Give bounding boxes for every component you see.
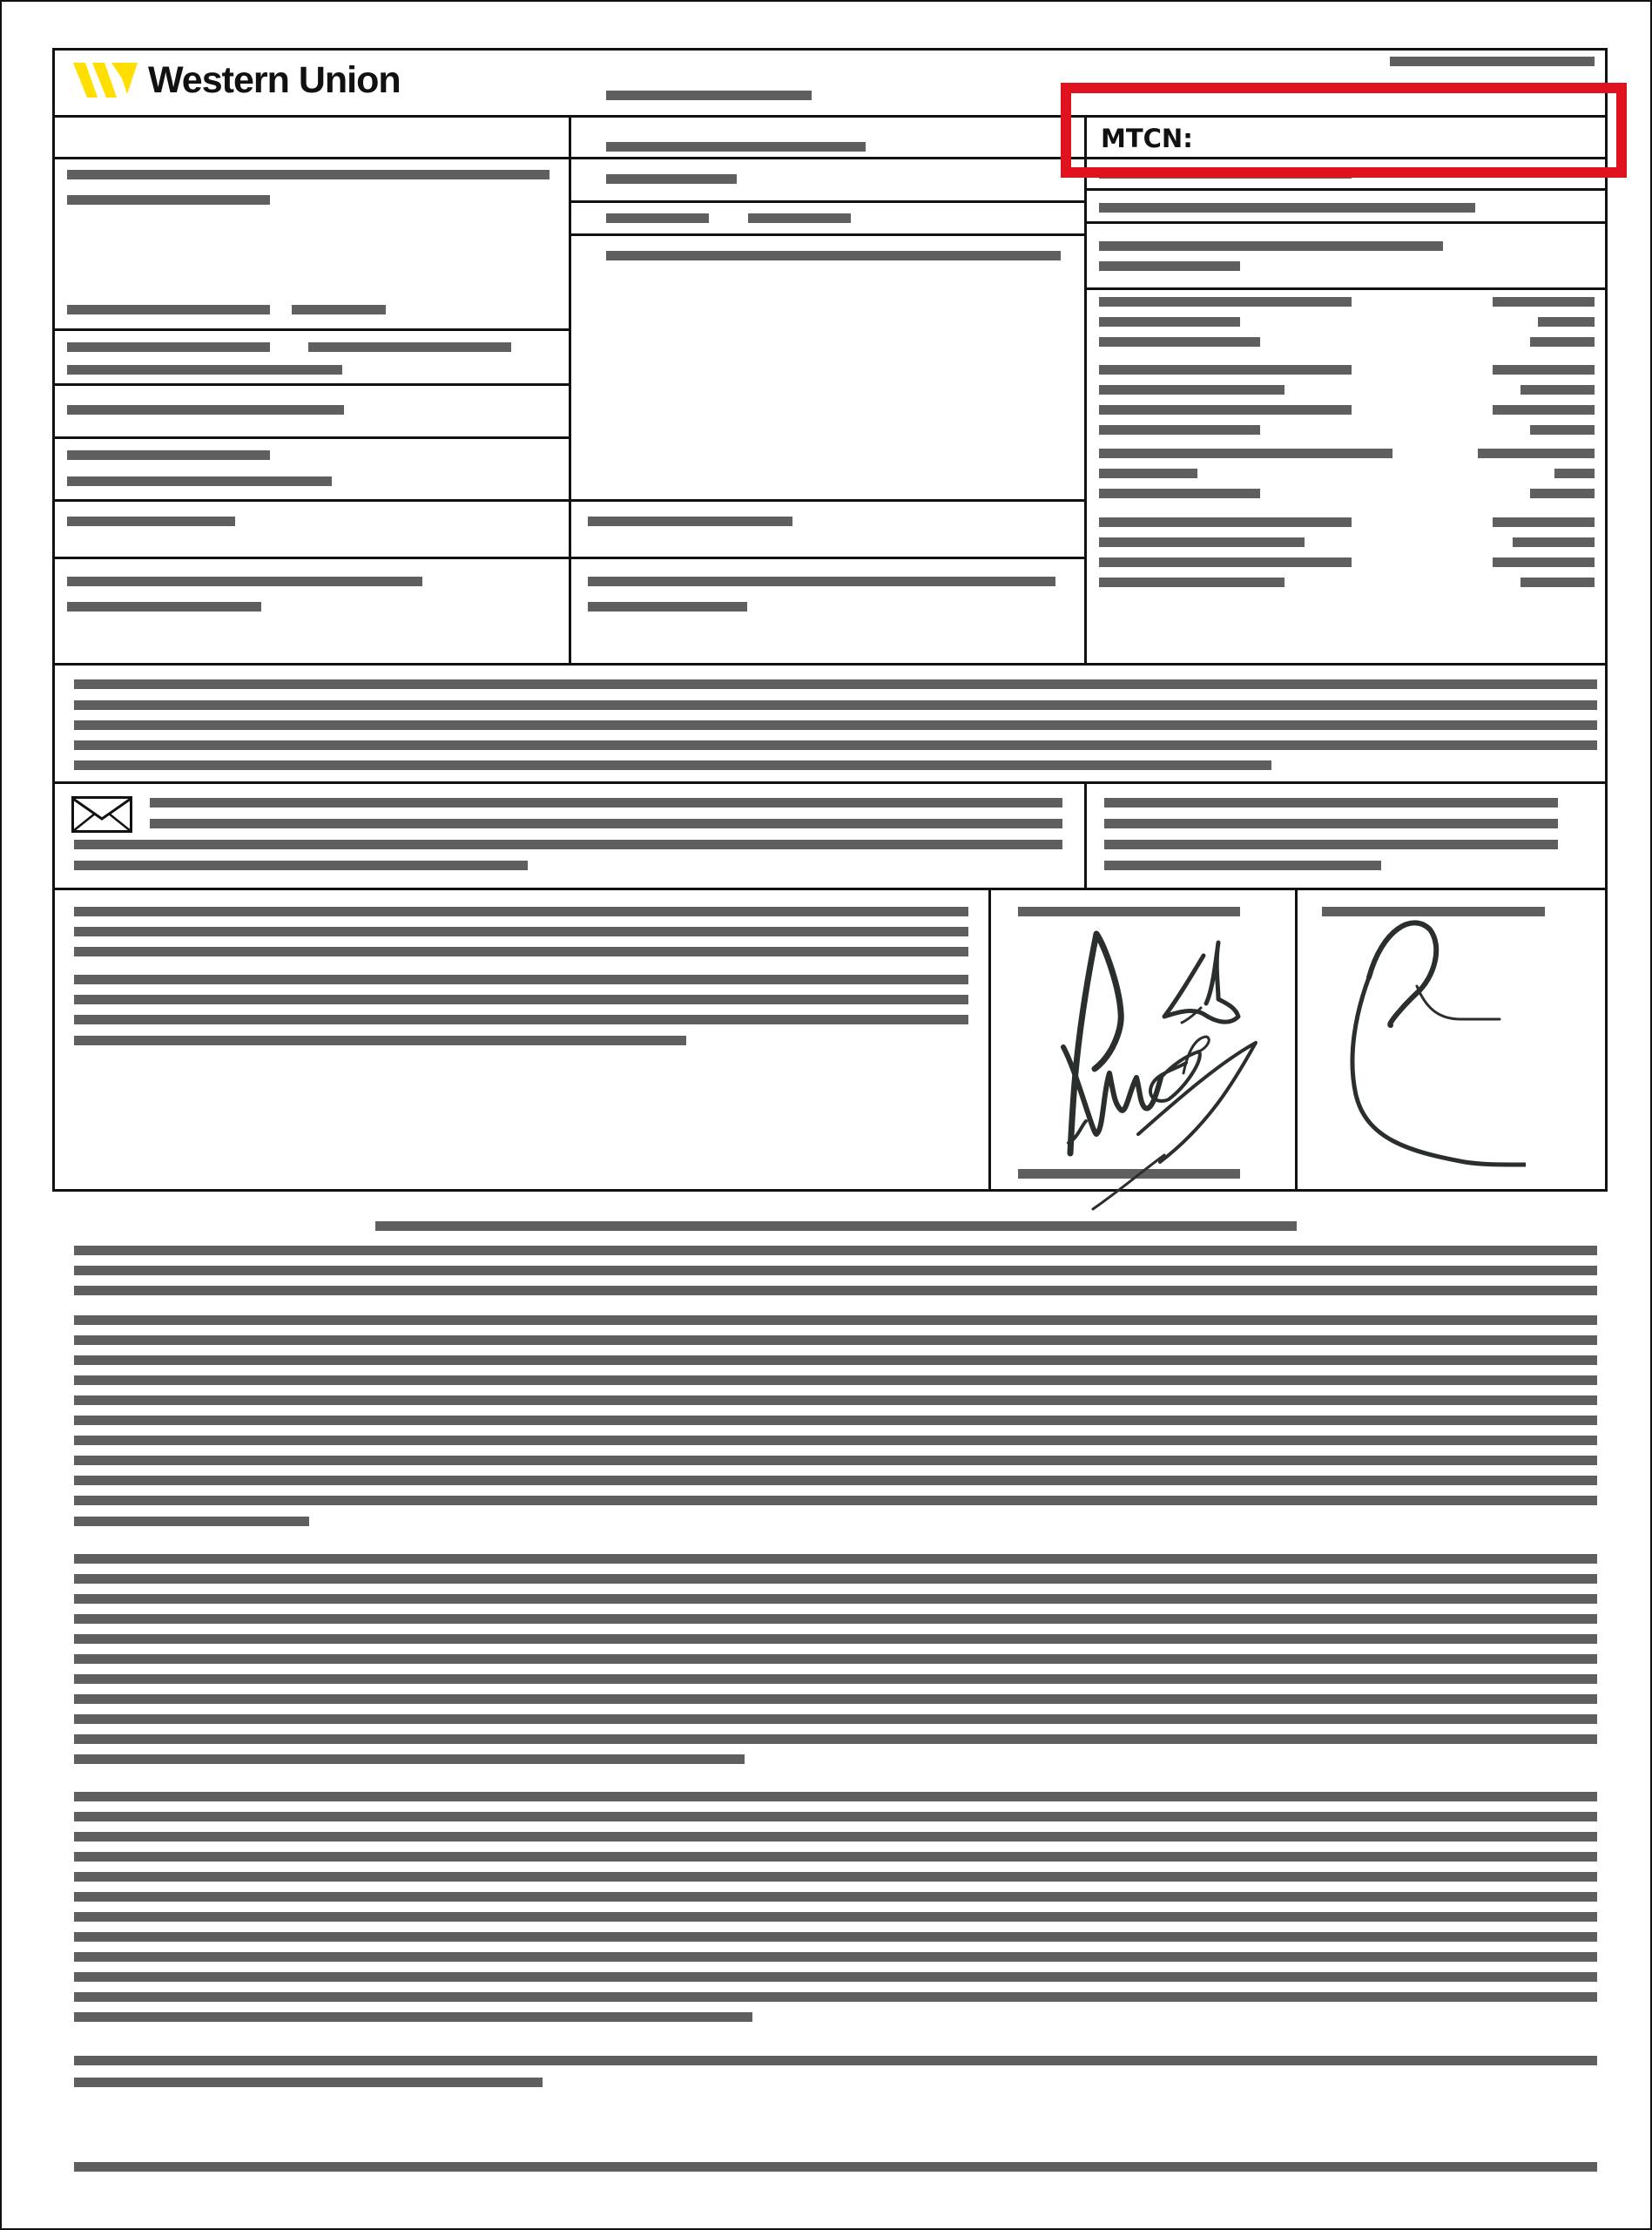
redacted-text <box>606 213 709 223</box>
signature-icon <box>990 916 1295 1213</box>
redacted-text <box>150 798 1062 808</box>
redacted-text <box>74 907 968 916</box>
redacted-text <box>1099 365 1352 375</box>
redacted-text <box>1099 425 1260 435</box>
redacted-text <box>74 1792 1597 1801</box>
redacted-text <box>588 577 1055 586</box>
form-rule <box>569 157 1087 159</box>
redacted-text <box>74 2162 1597 2172</box>
form-rule <box>52 48 55 1192</box>
redacted-text <box>74 1634 1597 1644</box>
envelope-icon <box>71 796 132 833</box>
form-rule <box>1084 188 1608 191</box>
redacted-text <box>1104 861 1381 870</box>
redacted-text <box>74 1456 1597 1465</box>
redacted-text <box>67 195 270 205</box>
redacted-text <box>375 1221 1297 1231</box>
redacted-text <box>74 947 968 956</box>
redacted-text <box>67 405 344 415</box>
mtcn-label: MTCN: <box>1101 124 1193 153</box>
redacted-text <box>74 1496 1597 1505</box>
redacted-text <box>74 700 1597 710</box>
redacted-text <box>74 1594 1597 1604</box>
redacted-text <box>74 2012 752 2022</box>
redacted-text <box>1530 425 1595 435</box>
redacted-text <box>606 91 812 100</box>
redacted-text <box>74 1375 1597 1385</box>
redacted-text <box>1099 489 1260 498</box>
form-rule <box>52 157 571 159</box>
redacted-text <box>74 1812 1597 1821</box>
redacted-text <box>606 142 866 152</box>
redacted-text <box>1104 840 1558 849</box>
redacted-text <box>74 1952 1597 1962</box>
form-rule <box>52 328 571 331</box>
redacted-text <box>1099 241 1443 251</box>
redacted-text <box>1099 537 1305 547</box>
form-rule <box>569 115 571 666</box>
redacted-text <box>308 342 511 352</box>
redacted-text <box>74 1992 1597 2002</box>
redacted-text <box>74 760 1271 770</box>
form-rule <box>52 888 1608 890</box>
redacted-text <box>67 476 332 486</box>
form-rule <box>52 1189 1608 1192</box>
redacted-text <box>1478 449 1595 458</box>
redacted-text <box>74 1436 1597 1445</box>
redacted-text <box>1099 203 1475 213</box>
redacted-text <box>1099 469 1197 478</box>
redacted-text <box>74 1036 686 1045</box>
form-rule <box>52 663 1608 666</box>
redacted-text <box>74 1754 745 1764</box>
redacted-text <box>74 1912 1597 1922</box>
redacted-text <box>1554 469 1595 478</box>
redacted-text <box>74 1395 1597 1405</box>
redacted-text <box>1538 317 1595 327</box>
redacted-text <box>1521 385 1595 395</box>
form-rule <box>52 436 571 439</box>
redacted-text <box>74 1416 1597 1425</box>
redacted-text <box>74 1654 1597 1664</box>
redacted-text <box>74 995 968 1004</box>
redacted-text <box>588 602 747 612</box>
redacted-text <box>1099 317 1240 327</box>
redacted-text <box>74 679 1597 689</box>
redacted-text <box>150 819 1062 828</box>
redacted-text <box>1099 517 1352 527</box>
redacted-text <box>67 365 342 375</box>
redacted-text <box>67 577 422 586</box>
form-rule <box>52 383 571 386</box>
redacted-text <box>74 1517 309 1526</box>
redacted-text <box>74 1015 968 1024</box>
redacted-text <box>1493 365 1595 375</box>
redacted-text <box>1104 798 1558 808</box>
redacted-text <box>74 1574 1597 1584</box>
redacted-text <box>74 2056 1597 2065</box>
redacted-text <box>74 1315 1597 1325</box>
form-rule <box>52 48 1608 51</box>
redacted-text <box>74 1714 1597 1724</box>
redacted-text <box>74 720 1597 730</box>
form-rule <box>569 233 1087 236</box>
redacted-text <box>1099 405 1352 415</box>
redacted-text <box>74 1246 1597 1255</box>
redacted-text <box>748 213 851 223</box>
redacted-text <box>67 450 270 460</box>
redacted-text <box>74 1832 1597 1841</box>
redacted-text <box>74 1734 1597 1744</box>
brand-name: Western Union <box>148 58 401 101</box>
redacted-text <box>74 2078 543 2087</box>
redacted-text <box>74 1614 1597 1624</box>
redacted-text <box>1493 558 1595 567</box>
redacted-text <box>1099 385 1285 395</box>
redacted-text <box>67 517 235 526</box>
redacted-text <box>74 1286 1597 1295</box>
redacted-text <box>1099 261 1240 271</box>
redacted-text <box>1493 405 1595 415</box>
redacted-text <box>606 174 737 184</box>
form-rule <box>1084 287 1608 290</box>
form-rule <box>1084 115 1087 666</box>
redacted-text <box>74 840 1062 849</box>
redacted-text <box>74 927 968 936</box>
form-rule <box>1084 781 1087 890</box>
redacted-text <box>74 1872 1597 1882</box>
redacted-text <box>67 305 270 314</box>
redacted-text <box>67 170 550 179</box>
redacted-text <box>1530 489 1595 498</box>
redacted-text <box>74 975 968 984</box>
redacted-text <box>74 861 528 870</box>
redacted-text <box>1099 558 1352 567</box>
redacted-text <box>1390 57 1595 66</box>
redacted-text <box>74 1892 1597 1902</box>
redacted-text <box>1493 297 1595 307</box>
redacted-text <box>74 1932 1597 1942</box>
redacted-text <box>74 1355 1597 1365</box>
redacted-text <box>74 1554 1597 1564</box>
redacted-text <box>74 740 1597 750</box>
redacted-text <box>1104 819 1558 828</box>
form-rule <box>1295 888 1298 1192</box>
redacted-text <box>1099 449 1392 458</box>
redacted-text <box>292 305 386 314</box>
redacted-text <box>74 1694 1597 1704</box>
redacted-text <box>74 1476 1597 1485</box>
mtcn-highlight-box <box>1061 83 1627 178</box>
redacted-text <box>588 517 792 526</box>
form-rule <box>1084 221 1608 224</box>
form-rule <box>569 200 1087 203</box>
form-rule <box>52 499 1087 502</box>
redacted-text <box>1099 337 1260 347</box>
redacted-text <box>1521 578 1595 587</box>
redacted-text <box>74 1335 1597 1345</box>
redacted-text <box>1513 537 1595 547</box>
redacted-text <box>74 1674 1597 1684</box>
redacted-text <box>67 342 270 352</box>
redacted-text <box>74 1972 1597 1982</box>
redacted-text <box>1099 297 1352 307</box>
redacted-text <box>1530 337 1595 347</box>
redacted-text <box>1099 578 1285 587</box>
form-rule <box>52 781 1608 784</box>
form-rule <box>52 557 1087 559</box>
western-union-w-icon <box>73 59 138 101</box>
redacted-text <box>67 602 261 612</box>
signature-icon <box>1312 908 1526 1169</box>
form-rule <box>1605 48 1608 1192</box>
redacted-text <box>74 1266 1597 1275</box>
brand-logo <box>73 57 401 103</box>
redacted-text <box>74 1852 1597 1862</box>
redacted-text <box>1018 907 1240 916</box>
redacted-text <box>606 251 1061 260</box>
redacted-text <box>1493 517 1595 527</box>
